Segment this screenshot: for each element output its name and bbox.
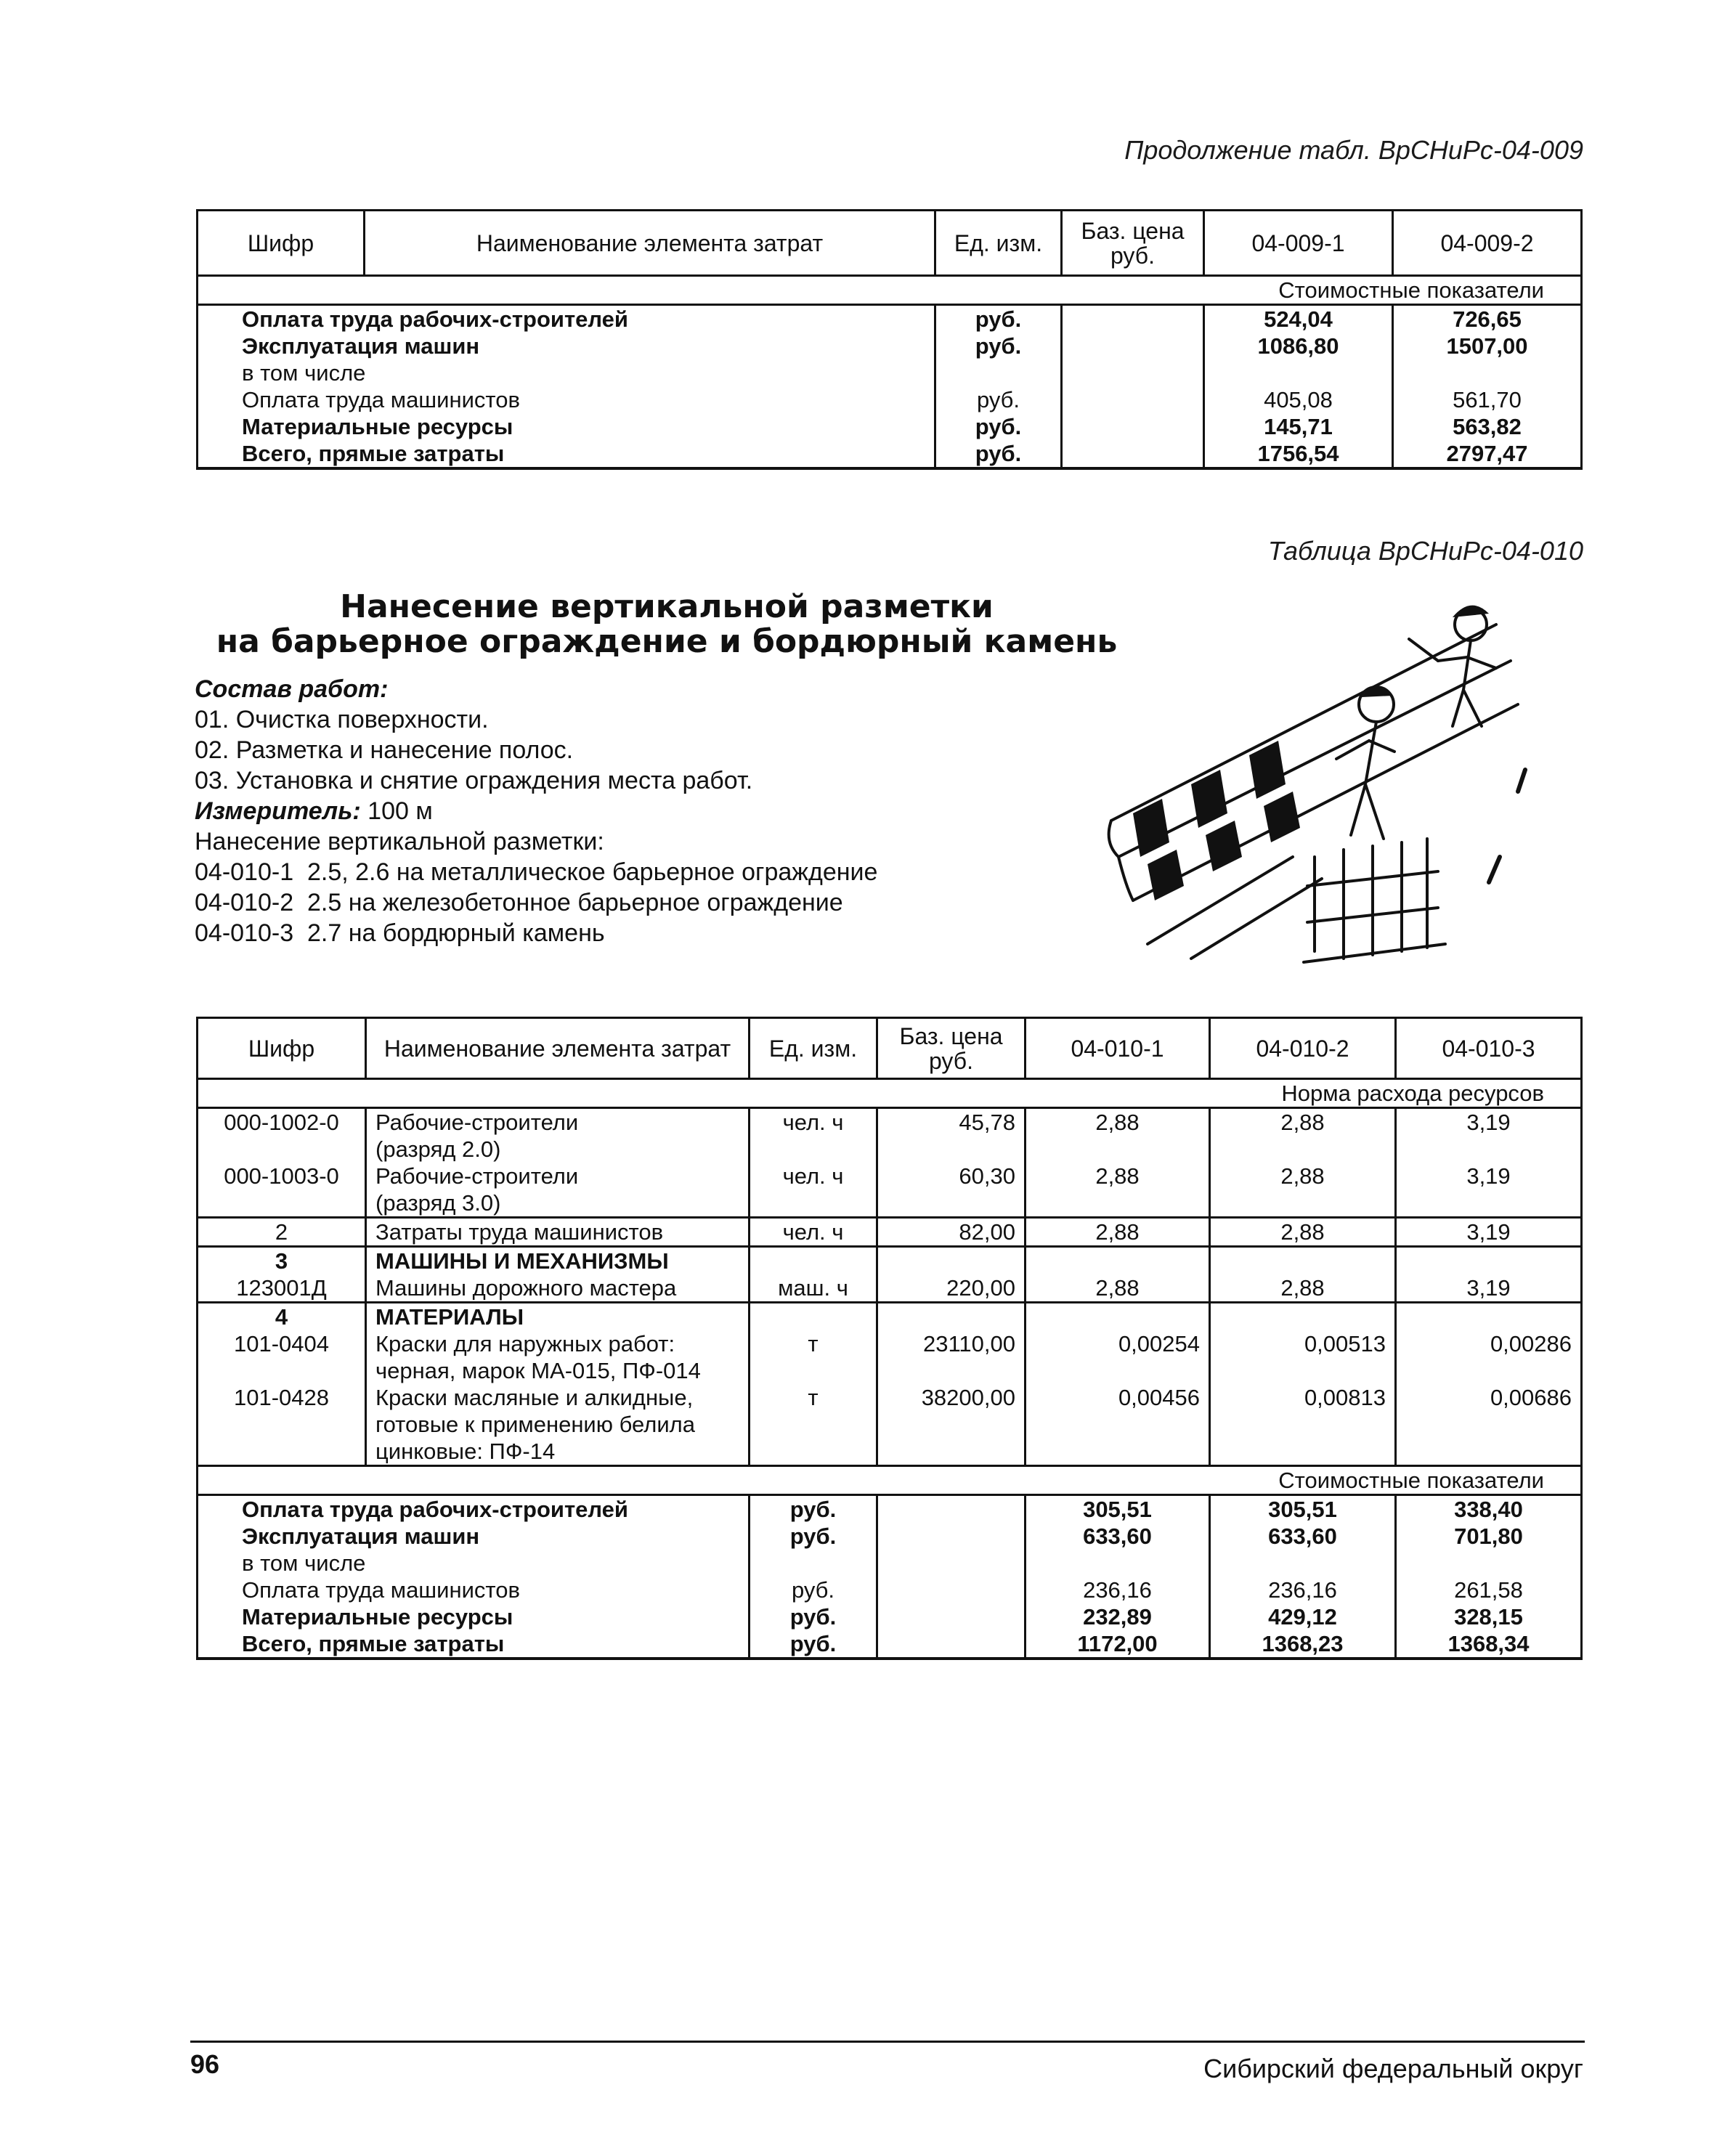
table-row: в том числе [198, 1550, 1582, 1577]
table-row: в том числе [198, 359, 1582, 386]
meter-value: 100 м [360, 797, 433, 825]
table-row: 123001Д Машины дорожного мастера маш. ч 220,00 2,88 2,88 3,19 [198, 1274, 1582, 1303]
code-line: 04-010-2 2.5 на железобетонное барьерное ограждение [195, 889, 843, 916]
title-line-2: на барьерное ограждение и бордюрный камень [216, 623, 1118, 660]
table-row: 3 МАШИНЫ И МЕХАНИЗМЫ [198, 1247, 1582, 1275]
barrier-rail-mid [1118, 661, 1511, 857]
title-line-1: Нанесение вертикальной разметки [340, 588, 994, 625]
barrier-stripes [1133, 606, 1489, 900]
col-header-name: Наименование элемента затрат [365, 211, 935, 276]
table-row: Оплата труда рабочих-строителей руб. 524,04 726,65 [198, 305, 1582, 333]
barrier-painting-illustration [1104, 595, 1569, 973]
table-header-row [198, 211, 1582, 276]
table-row: 000-1002-0 Рабочие-строители (разряд 2.0) чел. ч 45,78 2,88 2,88 3,19 [198, 1108, 1582, 1163]
footer-region: Сибирский федеральный округ [1203, 2054, 1583, 2083]
col-header-code: Шифр [198, 1018, 366, 1079]
table-row: Всего, прямые затраты руб. 1172,00 1368,23 1368,34 [198, 1630, 1582, 1659]
code-line: 04-010-3 2.7 на бордюрный камень [195, 919, 605, 947]
intro-line: Нанесение вертикальной разметки: [195, 828, 604, 855]
col-header-04-010-3: 04-010-3 [1396, 1018, 1582, 1079]
col-header-price: Баз. цена руб. [877, 1018, 1026, 1079]
barrier-rail-top [1111, 625, 1496, 821]
table-row: Эксплуатация машин руб. 1086,80 1507,00 [198, 333, 1582, 359]
table-row: Оплата труда машинистов руб. 236,16 236,16 261,58 [198, 1577, 1582, 1603]
table-row: Всего, прямые затраты руб. 1756,54 2797,47 [198, 440, 1582, 468]
composition-label: Состав работ: [195, 675, 389, 703]
table-row: 101-0404 Краски для наружных работ: черная, марок МА-015, ПФ-014 т 23110,00 0,00254 0,00513 0,00286 [198, 1330, 1582, 1384]
col-header-price: Баз. цена руб. [1062, 211, 1204, 276]
col-header-code: Шифр [198, 211, 365, 276]
table-row: 2 Затраты труда машинистов чел. ч 82,00 2,88 2,88 3,19 [198, 1218, 1582, 1247]
barrier-rail-bottom [1133, 704, 1518, 900]
work-step: 01. Очистка поверхности. [195, 706, 489, 733]
col-header-04-010-2: 04-010-2 [1210, 1018, 1396, 1079]
table-row: Материальные ресурсы руб. 145,71 563,82 [198, 413, 1582, 440]
col-header-04-009-1: 04-009-1 [1204, 211, 1393, 276]
table-header-row [198, 1018, 1582, 1079]
footer-rule [190, 2041, 1585, 2043]
meter-line [195, 796, 877, 826]
page-number: 96 [190, 2049, 220, 2079]
col-header-04-009-2: 04-009-2 [1393, 211, 1582, 276]
cost-table-04-009 [196, 209, 1583, 470]
subheader-norm: Норма расхода ресурсов [198, 1079, 1582, 1108]
subheader-cost: Стоимостные показатели [198, 276, 1582, 305]
subheader-row [198, 1466, 1582, 1495]
section-title [195, 590, 1139, 659]
table-row: 000-1003-0 Рабочие-строители (разряд 3.0) чел. ч 60,30 2,88 2,88 3,19 [198, 1163, 1582, 1218]
table-row: Оплата труда рабочих-строителей руб. 305,51 305,51 338,40 [198, 1495, 1582, 1524]
table-row: Материальные ресурсы руб. 232,89 429,12 328,15 [198, 1603, 1582, 1630]
table-caption: Таблица ВрСНиРс-04-010 [1267, 536, 1583, 566]
resource-table-04-010 [196, 1017, 1583, 1660]
table-row: Эксплуатация машин руб. 633,60 633,60 701,80 [198, 1523, 1582, 1550]
subheader-cost: Стоимостные показатели [198, 1466, 1582, 1495]
work-step: 03. Установка и снятие ограждения места работ. [195, 767, 753, 794]
work-step: 02. Разметка и нанесение полос. [195, 736, 574, 764]
continuation-caption: Продолжение табл. ВрСНиРс-04-009 [1124, 135, 1583, 165]
col-header-unit: Ед. изм. [750, 1018, 877, 1079]
subheader-row [198, 276, 1582, 305]
table-row: Оплата труда машинистов руб. 405,08 561,70 [198, 386, 1582, 413]
code-line: 04-010-1 2.5, 2.6 на металлическое барьерное ограждение [195, 858, 878, 886]
meter-label: Измеритель: [195, 797, 361, 825]
table-row: 101-0428 Краски масляные и алкидные, готовые к применению белила цинковые: ПФ-14 т 38200,00 0,00456 0,00813 0,00686 [198, 1384, 1582, 1466]
table-row: 4 МАТЕРИАЛЫ [198, 1303, 1582, 1331]
col-header-name: Наименование элемента затрат [366, 1018, 750, 1079]
col-header-unit: Ед. изм. [935, 211, 1062, 276]
subheader-row [198, 1079, 1582, 1108]
col-header-04-010-1: 04-010-1 [1026, 1018, 1210, 1079]
work-description [195, 674, 877, 948]
